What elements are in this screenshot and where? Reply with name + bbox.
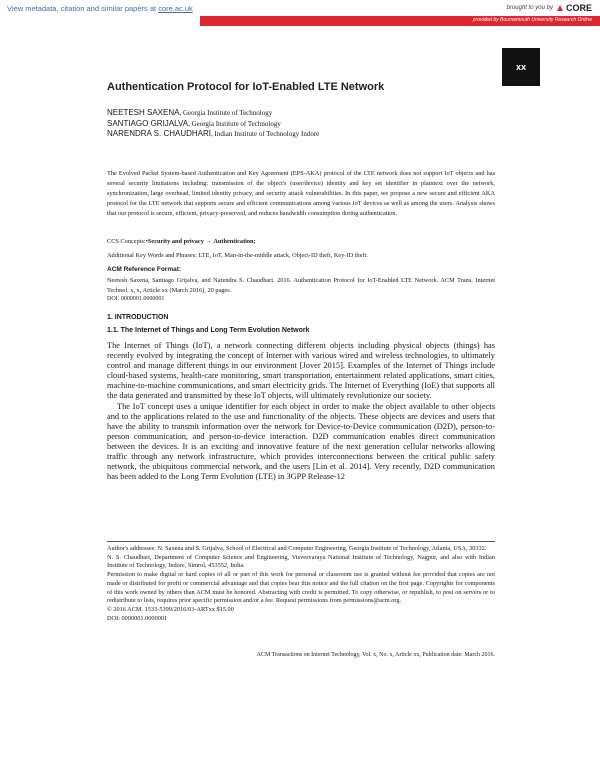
ccs-arrow: → <box>205 238 212 245</box>
author-affiliation: Georgia Institute of Technology <box>191 119 281 128</box>
provided-by-bar <box>200 16 600 26</box>
ccs-concept: Security and privacy <box>147 238 204 245</box>
journal-footer: ACM Transactions on Internet Technology, Vol. x, No. x, Article xx, Publication date: March 2016. <box>256 652 495 658</box>
keywords: Additional Key Words and Phrases: LTE, IoT, Man-in-the-middle attack, Object-ID theft, Key-ID theft. <box>107 252 368 259</box>
author-affiliation: Indian Institute of Technology Indore <box>214 130 320 138</box>
core-logo-icon <box>556 4 564 12</box>
footnote-permission: Permission to make digital or hard copies of all or part of this work for personal or classroom use is granted without fee provided that copies are not made or distributed for profit or commercial advantage and that copies bear this notice and the full citation on the first page. Copyrights for components of this work owned by others than ACM must be honored. Abstracting with credit is permitted. To copy otherwise, or republish, to post on servers or to redistribute to lists, requires prior specific permission and/or a fee. Request permissions from permissions@acm.org. <box>107 571 495 605</box>
paragraph: The IoT concept uses a unique identifier for each object in order to make the object available to other objects and to the applications related to the use and functionality of the objects. These objects are devices and users that have the ability to transmit information over the network for Device-to-Device communication (D2D), person-to-person communication, and person-to-device interaction. D2D communication enables direct communication between the devices. It is an exciting and innovative feature of the next generation cellular networks allowing traffic through any network infrastructure, which provides interconnections between the critical public safety network, the ubiquitous commercial network, and the users [Lin et al. 2014]. Very recently, D2D communication has been added to the Long Term Evolution (LTE) in 3GPP Release-12 <box>107 401 495 482</box>
core-logo-text: CORE <box>565 3 592 13</box>
paper-title: Authentication Protocol for IoT-Enabled LTE Network <box>107 81 385 93</box>
acm-reference-heading: ACM Reference Format: <box>107 266 182 273</box>
ccs-concepts <box>107 238 495 245</box>
provided-by-text[interactable]: provided by Bournemouth University Research Online <box>472 17 592 23</box>
footnote-copyright: © 2016 ACM. 1533-5399/2016/03-ARTxx $15.00 <box>107 605 234 613</box>
footnote-addresses: Author's addresses: N. Saxena and S. Grijalva, School of Electrical and Computer Engineering, Georgia Institute of Technology, Atlanta, USA, 30332. <box>107 545 487 552</box>
acm-reference-doi: DOI: 0000001.0000001 <box>107 296 165 302</box>
footnote-affiliation: N. S. Chaudhari, Department of Computer Science and Engineering, Visvesvaraya National Institute of Technology, Nagpur, and also with Indian Institute of Technology, Indore, Simrol, 453552, India. <box>107 553 495 570</box>
subsection-heading: 1.1. The Internet of Things and Long Term Evolution Network <box>107 327 310 334</box>
ccs-bullet: • <box>145 238 148 245</box>
author-entry: SANTIAGO GRIJALVA, Georgia Institute of Technology <box>107 118 281 128</box>
footnotes <box>107 545 495 623</box>
abstract: The Evolved Packet System-based Authentication and Key Agreement (EPS-AKA) protocol of the LTE network does not support IoT objects and has several security limitations including: transmission of the object's (user/device) identity and key set identifier in plaintext over the network, synchronization, large overhead, limited identity privacy, and security attack vulnerabilities. In this paper, we propose a new secure and efficient AKA protocol for the LTE network that supports secure and efficient communications among various IoT devices as well as among the users. Analysis shows that our protocol is secure, efficient, privacy-preserved, and reduces bandwidth consumption during authentication. <box>107 170 495 217</box>
article-number-box <box>502 48 540 86</box>
acm-reference-text: Neetesh Saxena, Santiago Grijalva, and Narendra S. Chaudhari. 2016. Authentication Protocol for IoT-Enabled LTE Network. ACM Trans. Internet Technol. x, x, Article xx (March 2016), 20 pages. <box>107 277 495 294</box>
author-entry: NARENDRA S. CHAUDHARI, Indian Institute of Technology Indore <box>107 129 320 138</box>
section-heading: 1. INTRODUCTION <box>107 314 169 321</box>
author-list <box>107 108 319 140</box>
paragraph: The Internet of Things (IoT), a network connecting different objects including physical objects (things) has recently evolved by integrating the concept of Internet with various wired and wireless technologies, to ultimately control and manage different things in our environment [Jover 2015]. Examples of the Internet of Things include cloud-based systems, health-care monitoring, smart transportation, entertainment related applications, smart cities, machine-to-machine communications, and smart electricity grids. The Internet of Everything (IoE) that supports all the data generated and transmitted by these IoT objects, will ultimately revolutionize our society. <box>107 341 495 401</box>
core-link-domain[interactable]: core.ac.uk <box>158 4 193 13</box>
ccs-subconcept: Authentication; <box>213 238 256 245</box>
author-entry: NEETESH SAXENA, Georgia Institute of Technology <box>107 108 273 117</box>
author-name: NARENDRA S. CHAUDHARI <box>107 129 212 138</box>
brought-by-text: brought to you by <box>506 5 553 11</box>
footnote-rule <box>107 541 495 542</box>
author-name: SANTIAGO GRIJALVA <box>107 118 189 128</box>
body-text <box>107 341 495 482</box>
author-name: NEETESH SAXENA <box>107 108 180 117</box>
article-number: xx <box>515 62 526 72</box>
footnote-doi: DOI: 0000001.0000001 <box>107 614 168 622</box>
ccs-label: CCS Concepts: <box>107 238 146 245</box>
author-affiliation: Georgia Institute of Technology <box>182 109 273 117</box>
core-metadata-link[interactable] <box>7 4 193 13</box>
core-link-prefix: View metadata, citation and similar papers at <box>7 4 157 13</box>
core-logo[interactable] <box>556 3 592 13</box>
core-brand[interactable] <box>507 3 592 13</box>
